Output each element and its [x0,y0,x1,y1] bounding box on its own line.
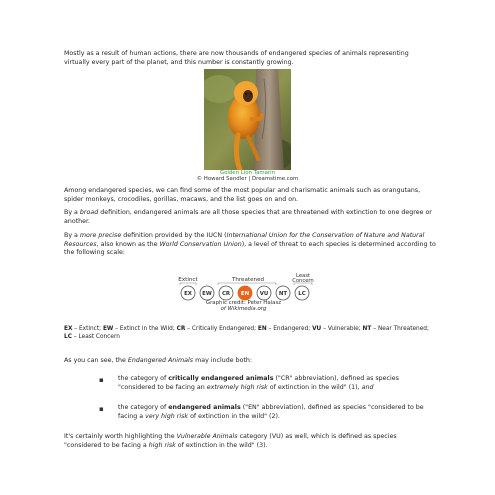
bullet-marker-2: ▪ [99,405,104,413]
vulnerable-paragraph: It's certainly worth highlighting the Vulnerable Animals category (VU) as well, which is defined as species "considered to be facing a high risk of extinction in the wild" (3). [64,433,397,449]
label-threatened: Threatened [231,277,265,283]
scale-node-label-en: EN [240,291,250,297]
precise-definition-paragraph: By a more precise definition provided by the IUCN (International Union for the Conservation of Nature and Natural Resources, also known as the World Conservation Union), a level of threat to each species is determined according to the following scale: [64,232,436,257]
include-paragraph: As you can see, the Endangered Animals may include both: [64,357,253,364]
legend-desc-en: – Endangered; [266,326,313,332]
bullet-endangered: the category of endangered animals ("EN" abbreviation), defined as species "considered to be facing a very high risk of extinction in the wild" (2). [118,404,424,420]
legend-desc-nt: – Near Threatened; [371,326,429,332]
legend-code-cr: CR [176,326,186,332]
bullet-critically-endangered: the category of critically endangered animals ("CR" abbreviation), defined as species "considered to be facing an extremely high risk of extinction in the wild" (1), and [118,375,399,391]
scale-node-label-vu: VU [259,291,269,297]
legend-code-vu: VU [312,326,322,332]
legend-desc-vu: – Vulnerable; [321,326,363,332]
tamarin-image [204,69,291,170]
bullet-marker-1: ▪ [99,376,104,384]
legend-code-ew: EW [102,326,114,332]
label-concern: Concern [292,278,314,284]
golden-lion-tamarin-photo [204,69,291,170]
scale-credit-line1: Graphic credit: Peter Halasz [205,300,282,306]
legend-code-ex: EX [64,326,73,332]
intro-paragraph: Mostly as a result of human actions, there are now thousands of endangered species of animals representing virtually every part of the planet, and this number is constantly growing. [64,50,409,66]
legend-desc-cr: – Critically Endangered; [185,326,258,332]
scale-legend [64,325,436,341]
scale-node-label-nt: NT [278,291,288,297]
species-paragraph: Among endangered species, we can find some of the most popular and charismatic animals such as orangutans, spider monkeys, crocodiles, gorillas, macaws, and the list goes on and on. [64,187,421,203]
scale-credit-line2: of Wikimedia.org [220,306,267,312]
iucn-scale-graphic [176,270,321,302]
legend-code-en: EN [257,326,267,332]
legend-desc-ex: – Extinct; [72,326,103,332]
photo-credit: © Howard Sandler | Dreamstime.com [196,176,299,182]
photo-caption: Golden Lion Tamarin [219,170,276,176]
scale-node-label-cr: CR [221,291,231,297]
legend-desc-ew: – Extinct in the Wild; [113,326,177,332]
label-least: Least [296,273,310,279]
broad-definition-paragraph: By a broad definition, endangered animals are all those species that are threatened with extinction to one degree or another. [64,209,432,225]
scale-node-label-lc: LC [298,291,306,297]
iucn-threat-scale [176,270,321,320]
scale-node-label-ex: EX [184,291,192,297]
legend-desc-lc: – Least Concern [71,334,120,341]
legend-code-nt: NT [362,326,372,332]
legend-code-lc: LC [64,334,72,341]
scale-node-label-ew: EW [202,291,212,297]
label-extinct: Extinct [178,277,198,283]
